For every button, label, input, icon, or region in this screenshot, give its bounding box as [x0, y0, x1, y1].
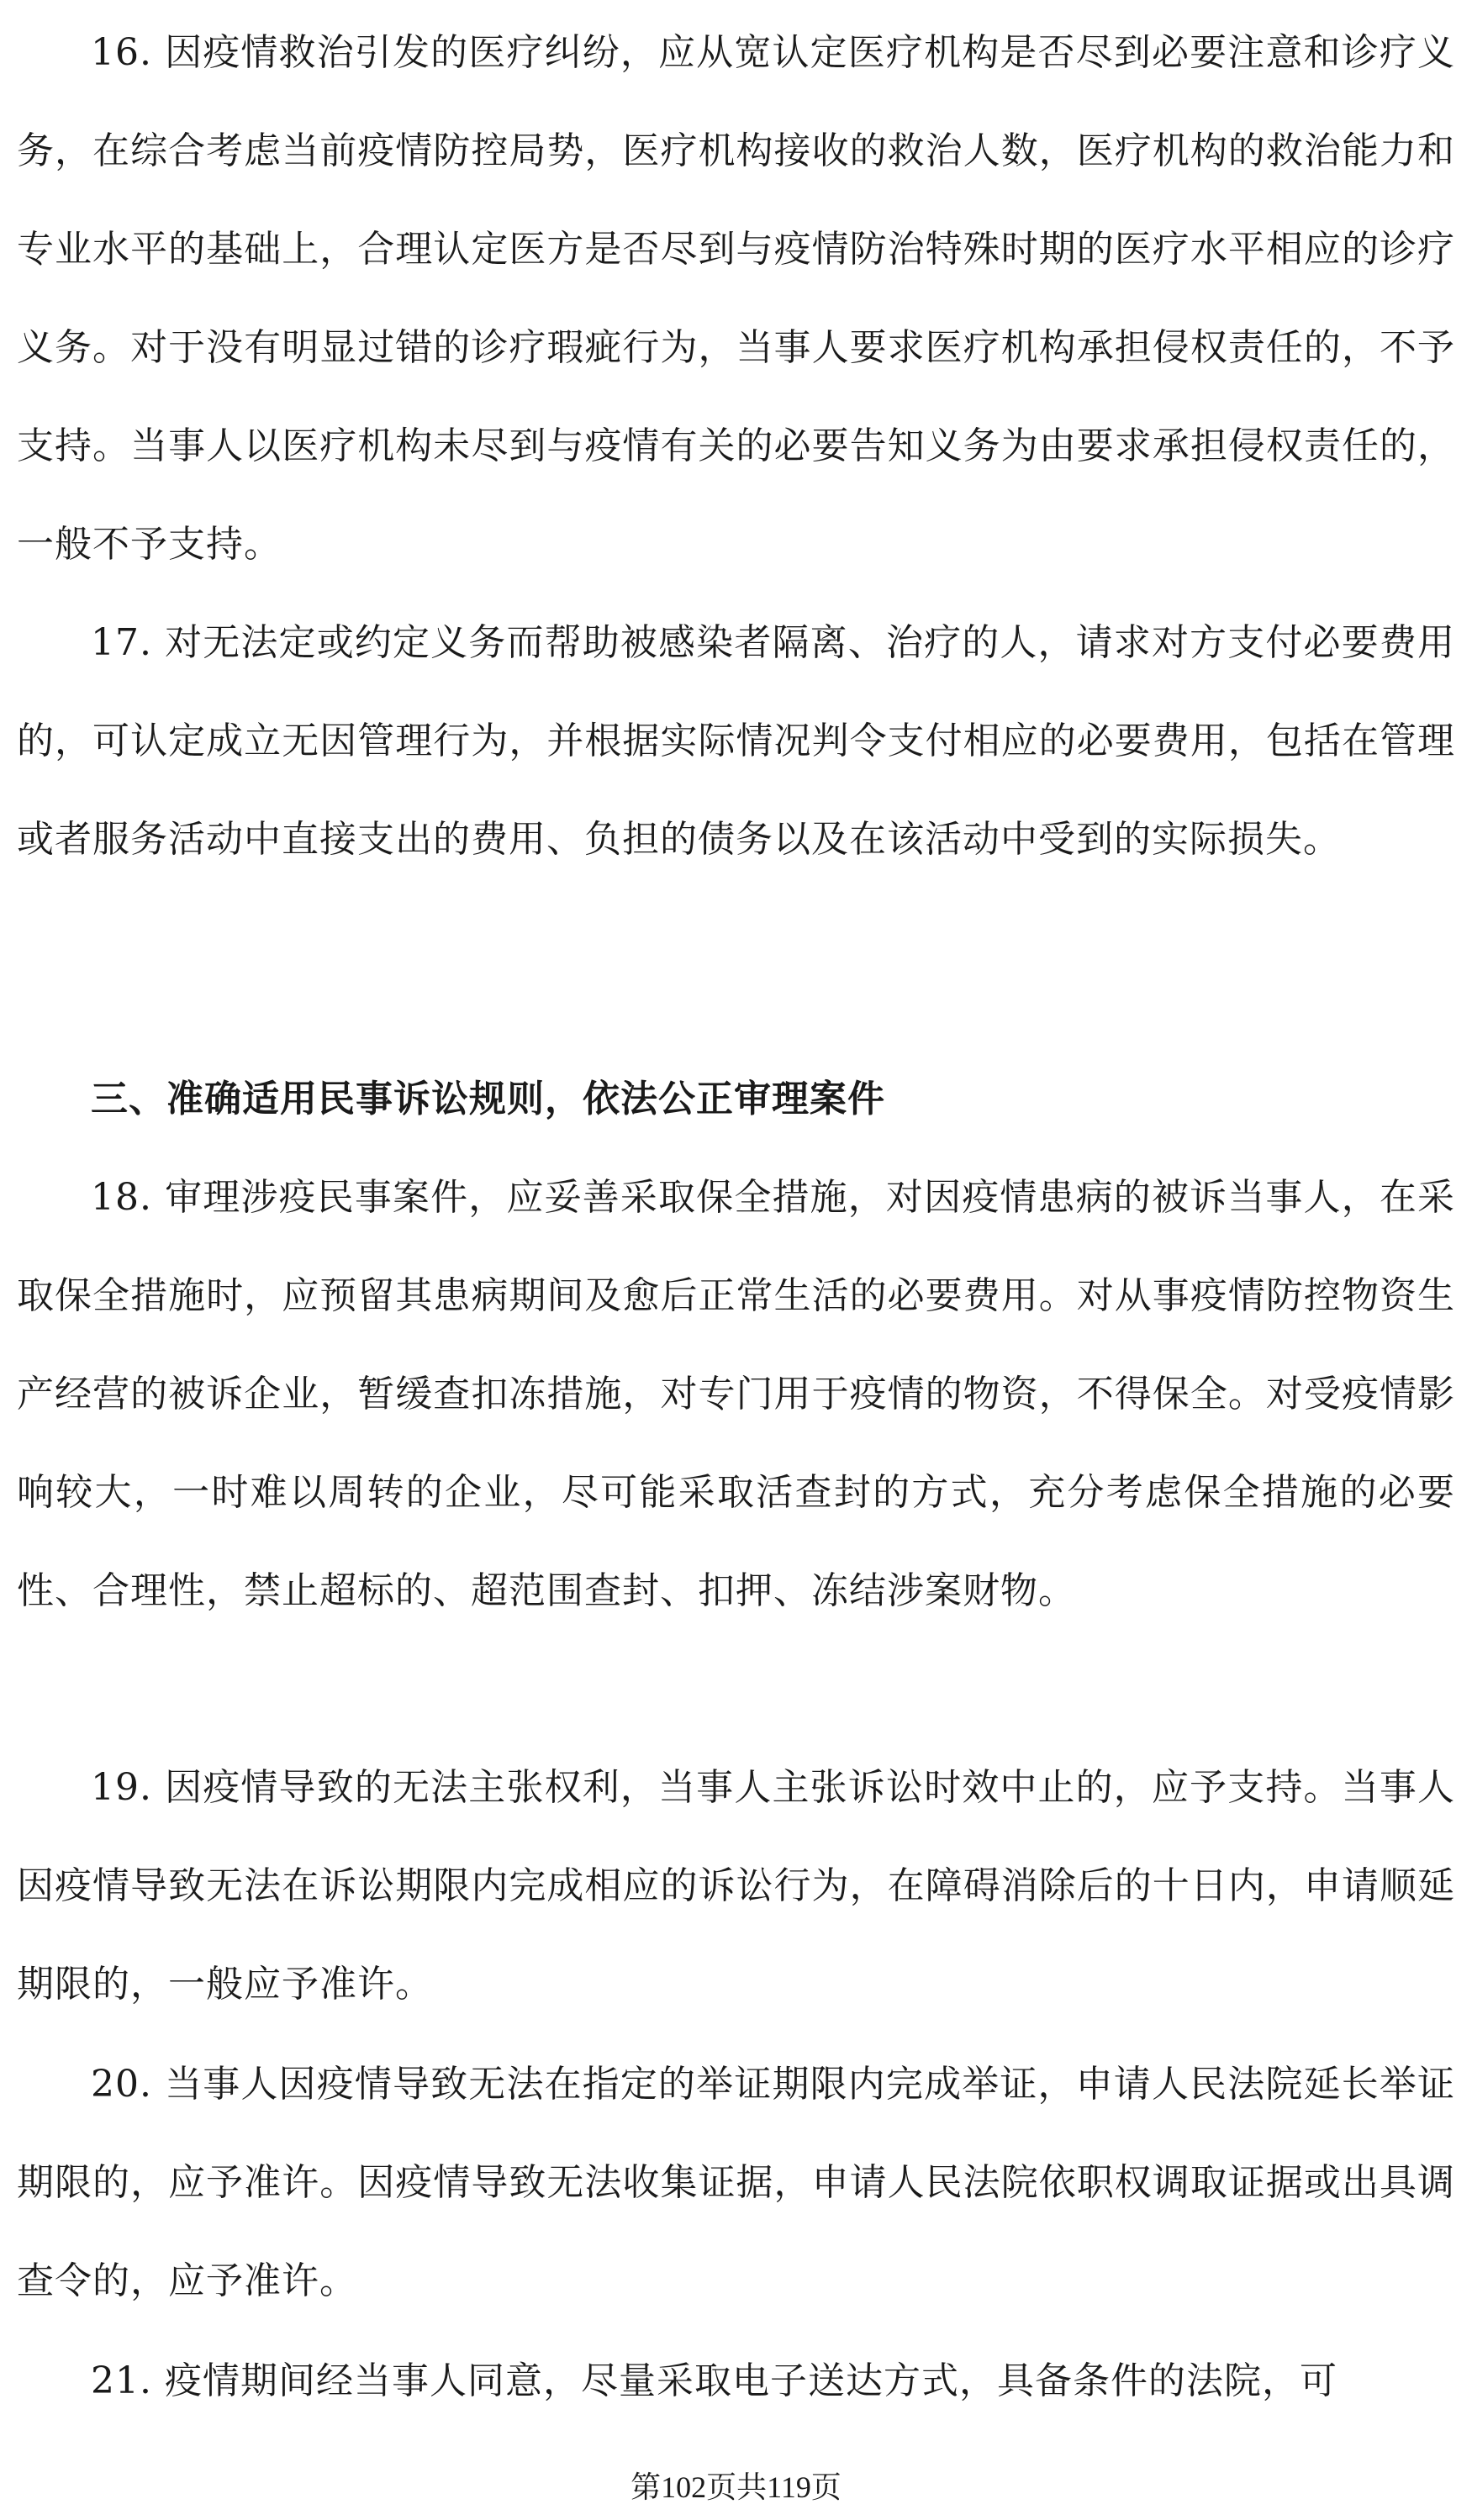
- paragraph-21: 21. 疫情期间经当事人同意，尽量采取电子送达方式，具备条件的法院，可: [91, 2359, 1337, 2402]
- paragraph-19: 19. 因疫情导致的无法主张权利，当事人主张诉讼时效中止的，应予支持。当事人因疫情导致无法在诉讼期限内完成相应的诉讼行为，在障碍消除后的十日内，申请顺延期限的，一般应予准许。: [17, 1766, 1455, 2006]
- section-heading: 三、准确适用民事诉讼规则，依法公正审理案件: [91, 1078, 885, 1120]
- paragraph-20: 20. 当事人因疫情导致无法在指定的举证期限内完成举证，申请人民法院延长举证期限的，应予准许。因疫情导致无法收集证据，申请人民法院依职权调取证据或出具调查令的，应予准许。: [17, 2063, 1455, 2302]
- page-number-footer: 第102页共119页: [630, 2470, 842, 2504]
- document-page: [17, 0, 1455, 2520]
- paragraph-17: 17. 对无法定或约定义务而帮助被感染者隔离、治疗的人，请求对方支付必要费用的，可认定成立无因管理行为，并根据实际情况判令支付相应的必要费用，包括在管理或者服务活动中直接支出的费用、负担的债务以及在该活动中受到的实际损失。: [17, 621, 1455, 861]
- paragraph-18: 18. 审理涉疫民事案件，应妥善采取保全措施，对因疫情患病的被诉当事人，在采取保全措施时，应预留其患病期间及愈后正常生活的必要费用。对从事疫情防控物资生产经营的被诉企业，暂缓查扣冻措施，对专门用于疫情的物资，不得保全。对受疫情影响较大，一时难以周转的企业，尽可能采取活查封的方式，充分考虑保全措施的必要性、合理性，禁止超标的、超范围查封、扣押、冻结涉案财物。: [17, 1176, 1455, 1612]
- paragraph-16: 16. 因疫情救治引发的医疗纠纷，应从宽认定医疗机构是否尽到必要注意和诊疗义务，在综合考虑当前疫情防控局势，医疗机构接收的救治人数，医疗机构的救治能力和专业水平的基础上，合理认定医方是否尽到与疫情防治特殊时期的医疗水平相应的诊疗义务。对于没有明显过错的诊疗瑕疵行为，当事人要求医疗机构承担侵权责任的，不予支持。当事人以医疗机构未尽到与疫情有关的必要告知义务为由要求承担侵权责任的，一般不予支持。: [17, 31, 1455, 566]
